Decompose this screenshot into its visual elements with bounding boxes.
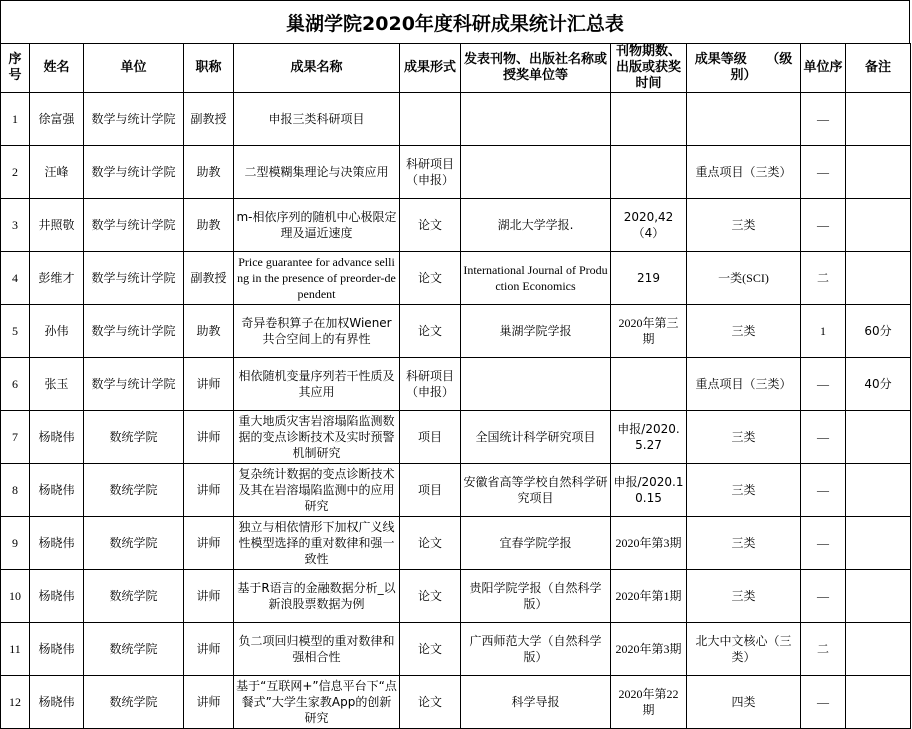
cell-rank[interactable]: 讲师	[184, 570, 234, 623]
cell-order[interactable]: —	[801, 93, 846, 146]
cell-level[interactable]: 四类	[687, 676, 801, 729]
cell-order[interactable]: —	[801, 411, 846, 464]
cell-level[interactable]: 重点项目（三类）	[687, 358, 801, 411]
cell-work[interactable]: 相依随机变量序列若干性质及其应用	[234, 358, 400, 411]
results-table	[0, 43, 911, 729]
cell-unit[interactable]: 数统学院	[84, 517, 184, 570]
cell-order[interactable]: —	[801, 676, 846, 729]
cell-date[interactable]	[611, 146, 687, 199]
cell-order[interactable]: 1	[801, 305, 846, 358]
cell-work[interactable]: 基于R语言的金融数据分析_以新浪股票数据为例	[234, 570, 400, 623]
cell-work[interactable]: 基于“互联网+”信息平台下“点餐式”大学生家教App的创新研究	[234, 676, 400, 729]
cell-date[interactable]: 2020,42（4）	[611, 199, 687, 252]
cell-name[interactable]: 杨晓伟	[30, 676, 84, 729]
cell-unit[interactable]: 数统学院	[84, 464, 184, 517]
header-cell[interactable]: 职称	[184, 44, 234, 93]
cell-order[interactable]: 二	[801, 623, 846, 676]
cell-date[interactable]: 2020年第3期	[611, 623, 687, 676]
cell-order[interactable]: —	[801, 517, 846, 570]
cell-work[interactable]: Price guarantee for advance selling in the presence of preorder-dependent	[234, 252, 400, 305]
cell-form[interactable]: 论文	[400, 676, 461, 729]
table-row	[1, 570, 911, 623]
cell-no[interactable]: 3	[1, 199, 30, 252]
cell-level[interactable]: 三类	[687, 305, 801, 358]
cell-pub[interactable]: 宜春学院学报	[461, 517, 611, 570]
cell-date[interactable]: 申报/2020.10.15	[611, 464, 687, 517]
cell-order[interactable]: —	[801, 146, 846, 199]
cell-no[interactable]: 4	[1, 252, 30, 305]
cell-order[interactable]: —	[801, 199, 846, 252]
table-row	[1, 676, 911, 729]
cell-no[interactable]: 1	[1, 93, 30, 146]
cell-date[interactable]: 2020年第1期	[611, 570, 687, 623]
cell-order[interactable]: —	[801, 358, 846, 411]
cell-form[interactable]: 论文	[400, 570, 461, 623]
cell-unit[interactable]: 数统学院	[84, 570, 184, 623]
cell-form[interactable]: 科研项目（申报）	[400, 146, 461, 199]
cell-form[interactable]	[400, 93, 461, 146]
header-cell[interactable]: 备注	[846, 44, 911, 93]
cell-work[interactable]: 奇异卷积算子在加权Wiener共合空间上的有界性	[234, 305, 400, 358]
cell-level[interactable]: 三类	[687, 570, 801, 623]
cell-note[interactable]	[846, 623, 911, 676]
cell-note[interactable]	[846, 570, 911, 623]
header-row	[1, 44, 911, 93]
cell-note[interactable]	[846, 676, 911, 729]
cell-name[interactable]: 杨晓伟	[30, 411, 84, 464]
cell-pub[interactable]: 安徽省高等学校自然科学研究项目	[461, 464, 611, 517]
cell-rank[interactable]: 讲师	[184, 676, 234, 729]
cell-no[interactable]: 8	[1, 464, 30, 517]
cell-pub[interactable]: 科学导报	[461, 676, 611, 729]
cell-name[interactable]: 杨晓伟	[30, 623, 84, 676]
table-row	[1, 623, 911, 676]
cell-work[interactable]: 复杂统计数据的变点诊断技术及其在岩溶塌陷监测中的应用研究	[234, 464, 400, 517]
cell-pub[interactable]: 全国统计科学研究项目	[461, 411, 611, 464]
header-cell[interactable]: 成果名称	[234, 44, 400, 93]
cell-note[interactable]	[846, 464, 911, 517]
cell-unit[interactable]: 数统学院	[84, 623, 184, 676]
cell-work[interactable]: 二型模糊集理论与决策应用	[234, 146, 400, 199]
cell-level[interactable]	[687, 93, 801, 146]
cell-unit[interactable]: 数学与统计学院	[84, 252, 184, 305]
cell-rank[interactable]: 讲师	[184, 517, 234, 570]
cell-unit[interactable]: 数学与统计学院	[84, 358, 184, 411]
cell-no[interactable]: 9	[1, 517, 30, 570]
cell-name[interactable]: 杨晓伟	[30, 570, 84, 623]
cell-form[interactable]: 论文	[400, 623, 461, 676]
cell-work[interactable]: 负二项回归模型的重对数律和强相合性	[234, 623, 400, 676]
cell-no[interactable]: 6	[1, 358, 30, 411]
cell-rank[interactable]: 副教授	[184, 252, 234, 305]
table-row	[1, 305, 911, 358]
cell-no[interactable]: 7	[1, 411, 30, 464]
cell-note[interactable]: 40分	[846, 358, 911, 411]
table-row	[1, 146, 911, 199]
cell-rank[interactable]: 副教授	[184, 93, 234, 146]
cell-work[interactable]: 申报三类科研项目	[234, 93, 400, 146]
cell-level[interactable]: 北大中文核心（三类）	[687, 623, 801, 676]
cell-no[interactable]: 11	[1, 623, 30, 676]
cell-name[interactable]: 井照敬	[30, 199, 84, 252]
cell-form[interactable]: 论文	[400, 305, 461, 358]
cell-form[interactable]: 项目	[400, 464, 461, 517]
cell-unit[interactable]: 数学与统计学院	[84, 305, 184, 358]
cell-note[interactable]	[846, 517, 911, 570]
cell-unit[interactable]: 数学与统计学院	[84, 146, 184, 199]
header-cell[interactable]: 成果形式	[400, 44, 461, 93]
header-cell[interactable]: 发表刊物、出版社名称或授奖单位等	[461, 44, 611, 93]
cell-name[interactable]: 张玉	[30, 358, 84, 411]
header-cell[interactable]: 成果等级 （级别）	[687, 44, 801, 93]
cell-pub[interactable]: International Journal of Production Economics	[461, 252, 611, 305]
cell-rank[interactable]: 助教	[184, 146, 234, 199]
cell-name[interactable]: 徐富强	[30, 93, 84, 146]
cell-note[interactable]	[846, 146, 911, 199]
cell-pub[interactable]	[461, 93, 611, 146]
table-row	[1, 464, 911, 517]
cell-level[interactable]: 三类	[687, 464, 801, 517]
header-cell[interactable]: 单位序	[801, 44, 846, 93]
cell-pub[interactable]: 巢湖学院学报	[461, 305, 611, 358]
header-cell[interactable]: 刊物期数、出版或获奖时间	[611, 44, 687, 93]
cell-form[interactable]: 科研项目（申报）	[400, 358, 461, 411]
cell-rank[interactable]: 助教	[184, 199, 234, 252]
cell-unit[interactable]: 数学与统计学院	[84, 93, 184, 146]
cell-pub[interactable]: 广西师范大学（自然科学版）	[461, 623, 611, 676]
cell-level[interactable]: 三类	[687, 517, 801, 570]
sheet-title: 巢湖学院2020年度科研成果统计汇总表	[0, 0, 910, 44]
table-row	[1, 358, 911, 411]
cell-form[interactable]: 论文	[400, 199, 461, 252]
cell-unit[interactable]: 数统学院	[84, 676, 184, 729]
cell-date[interactable]: 2020年第3期	[611, 517, 687, 570]
cell-work[interactable]: m-相依序列的随机中心极限定理及逼近速度	[234, 199, 400, 252]
cell-level[interactable]: 三类	[687, 199, 801, 252]
cell-order[interactable]: 二	[801, 252, 846, 305]
cell-date[interactable]: 申报/2020.5.27	[611, 411, 687, 464]
cell-pub[interactable]: 湖北大学学报.	[461, 199, 611, 252]
cell-note[interactable]	[846, 199, 911, 252]
cell-level[interactable]: 重点项目（三类）	[687, 146, 801, 199]
cell-note[interactable]: 60分	[846, 305, 911, 358]
cell-name[interactable]: 杨晓伟	[30, 464, 84, 517]
table-row	[1, 517, 911, 570]
cell-level[interactable]: 三类	[687, 411, 801, 464]
table-row	[1, 252, 911, 305]
cell-note[interactable]	[846, 93, 911, 146]
cell-form[interactable]: 项目	[400, 411, 461, 464]
cell-work[interactable]: 重大地质灾害岩溶塌陷监测数据的变点诊断技术及实时预警机制研究	[234, 411, 400, 464]
cell-pub[interactable]	[461, 146, 611, 199]
cell-rank[interactable]: 讲师	[184, 358, 234, 411]
cell-date[interactable]: 219	[611, 252, 687, 305]
cell-date[interactable]: 2020年第22期	[611, 676, 687, 729]
cell-no[interactable]: 5	[1, 305, 30, 358]
cell-unit[interactable]: 数学与统计学院	[84, 199, 184, 252]
header-cell[interactable]: 姓名	[30, 44, 84, 93]
table-row	[1, 93, 911, 146]
cell-rank[interactable]: 讲师	[184, 623, 234, 676]
table-body	[1, 93, 911, 729]
cell-rank[interactable]: 助教	[184, 305, 234, 358]
cell-name[interactable]: 汪峰	[30, 146, 84, 199]
cell-name[interactable]: 杨晓伟	[30, 517, 84, 570]
cell-pub[interactable]	[461, 358, 611, 411]
cell-no[interactable]: 2	[1, 146, 30, 199]
cell-name[interactable]: 彭维才	[30, 252, 84, 305]
cell-rank[interactable]: 讲师	[184, 464, 234, 517]
cell-work[interactable]: 独立与相依情形下加权广义线性模型选择的重对数律和强一致性	[234, 517, 400, 570]
cell-date[interactable]: 2020年第三期	[611, 305, 687, 358]
cell-no[interactable]: 12	[1, 676, 30, 729]
header-cell[interactable]: 单位	[84, 44, 184, 93]
header-cell[interactable]: 序号	[1, 44, 30, 93]
cell-date[interactable]	[611, 93, 687, 146]
cell-note[interactable]	[846, 411, 911, 464]
cell-date[interactable]	[611, 358, 687, 411]
cell-note[interactable]	[846, 252, 911, 305]
cell-form[interactable]: 论文	[400, 252, 461, 305]
cell-order[interactable]: —	[801, 570, 846, 623]
cell-unit[interactable]: 数统学院	[84, 411, 184, 464]
cell-form[interactable]: 论文	[400, 517, 461, 570]
cell-pub[interactable]: 贵阳学院学报（自然科学版）	[461, 570, 611, 623]
table-row	[1, 411, 911, 464]
table-row	[1, 199, 911, 252]
cell-level[interactable]: 一类(SCI)	[687, 252, 801, 305]
cell-name[interactable]: 孙伟	[30, 305, 84, 358]
cell-no[interactable]: 10	[1, 570, 30, 623]
cell-rank[interactable]: 讲师	[184, 411, 234, 464]
cell-order[interactable]: —	[801, 464, 846, 517]
